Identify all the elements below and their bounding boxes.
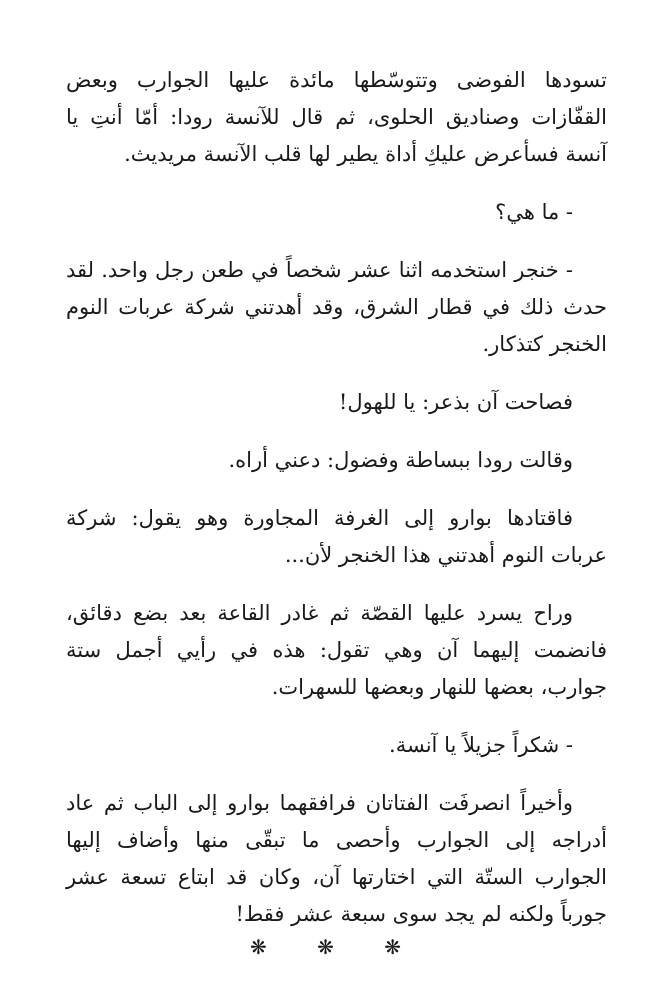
paragraph-block — [66, 595, 607, 706]
paragraph-block — [66, 442, 607, 479]
paragraph-block — [66, 785, 607, 933]
paragraph-block — [66, 194, 607, 231]
section-separator: ❋ ❋ ❋ — [250, 935, 423, 959]
paragraph-block — [66, 727, 607, 764]
dialogue-line: - شكراً جزيلاً يا آنسة. — [389, 733, 573, 757]
paragraph-block — [66, 62, 607, 173]
paragraph-block — [66, 252, 607, 363]
paragraph-block — [66, 500, 607, 574]
paragraph: فاقتادها بوارو إلى الغرفة المجاورة وهو يقول: شركة عربات النوم أهدتني هذا الخنجر لأن... — [66, 506, 607, 567]
paragraph: فصاحت آن بذعر: يا للهول! — [338, 390, 573, 414]
paragraph-block — [66, 384, 607, 421]
paragraph: تسودها الفوضى وتتوسّطها مائدة عليها الجوارب وبعض القفّازات وصناديق الحلوى، ثم قال للآنسة رودا: أمّا أنتِ يا آنسة فسأعرض عليكِ أداة يطير لها قلب الآنسة مريديث. — [66, 68, 607, 166]
paragraph: وراح يسرد عليها القصّة ثم غادر القاعة بعد بضع دقائق، فانضمت إليهما آن وهي تقول: هذه في رأيي أجمل ستة جوارب، بعضها للنهار وبعضها للسهرات. — [66, 601, 607, 699]
paragraph: وقالت رودا ببساطة وفضول: دعني أراه. — [228, 448, 573, 472]
paragraph: وأخيراً انصرفَت الفتاتان فرافقهما بوارو إلى الباب ثم عاد أدراجه إلى الجوارب وأحصى ما تبقّى منها وأضاف إليها الجوارب الستّة التي اختارتها آن، وكان قد ابتاع تسعة عشر جورباً ولكنه لم يجد سوى سبعة عشر فقط! — [66, 791, 607, 926]
dialogue-line: - خنجر استخدمه اثنا عشر شخصاً في طعن رجل واحد. لقد حدث ذلك في قطار الشرق، وقد أهدتني شركة عربات النوم الخنجر كتذكار. — [66, 258, 607, 356]
dialogue-line: - ما هي؟ — [495, 200, 573, 224]
book-page — [66, 62, 607, 1000]
